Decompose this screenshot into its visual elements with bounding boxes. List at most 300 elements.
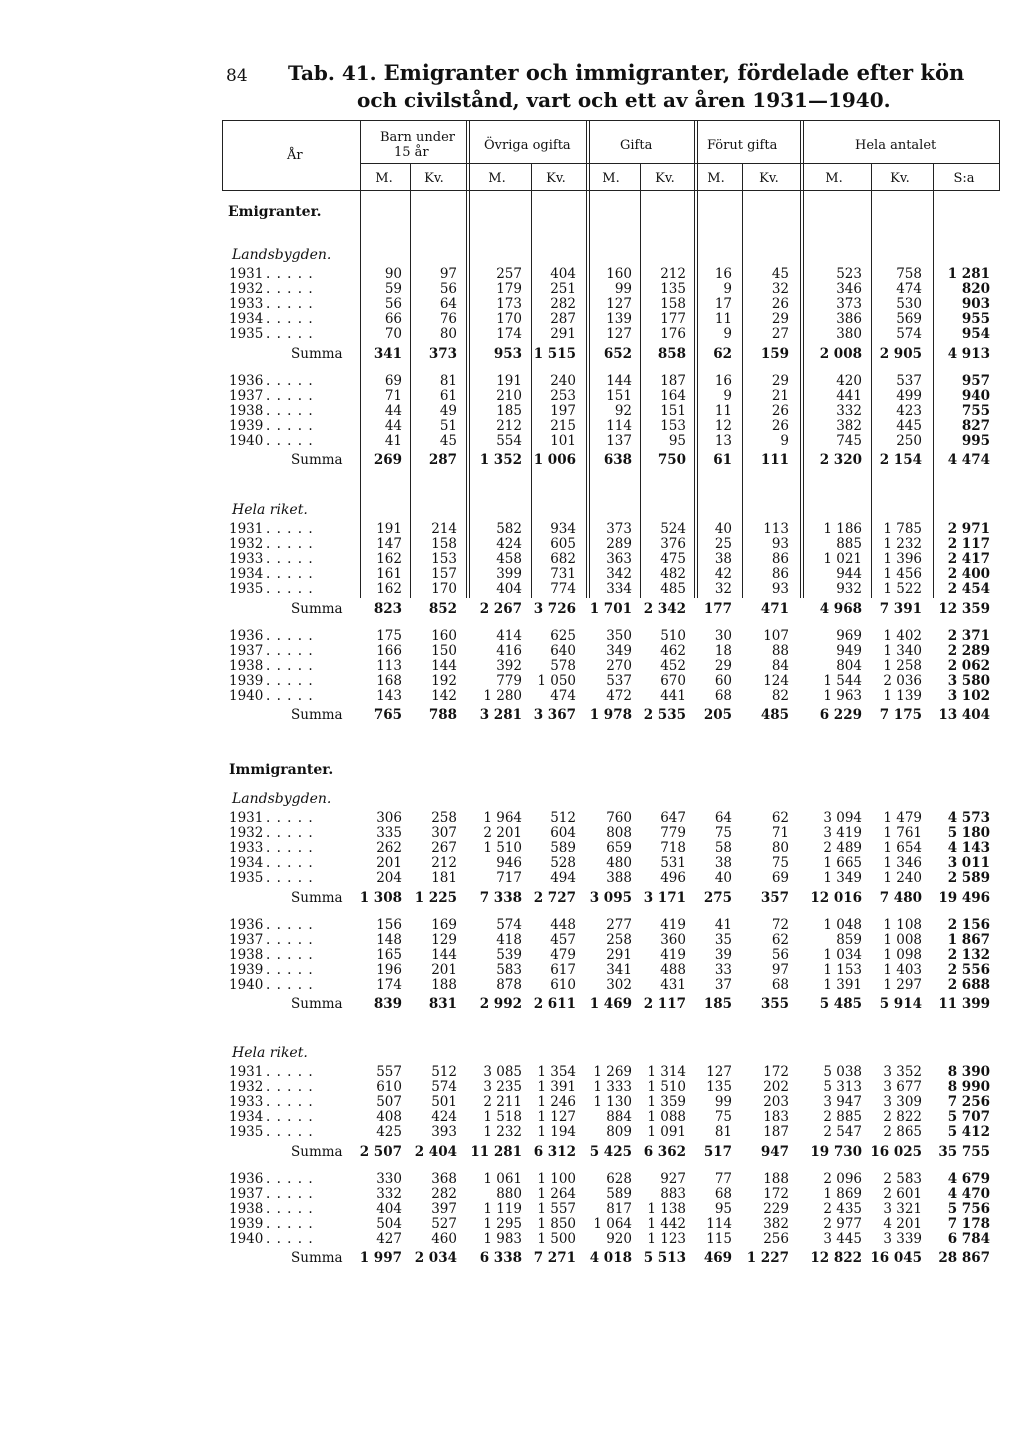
summa-label: Summa <box>291 345 343 362</box>
table-cell: 1 269 <box>593 1064 632 1080</box>
subsection-title: Hela riket. <box>232 502 308 518</box>
table-cell: 523 <box>836 266 862 282</box>
table-cell: 81 <box>714 1123 732 1140</box>
summa-cell: 4 968 <box>819 600 862 617</box>
table-cell: 160 <box>431 627 457 644</box>
table-cell: 99 <box>714 1093 732 1110</box>
table-cell: 779 <box>660 824 686 841</box>
summa-cell: 2 342 <box>643 600 686 617</box>
table-cell: 3 235 <box>483 1078 522 1095</box>
table-cell: 480 <box>606 854 632 871</box>
table-cell: 349 <box>606 642 632 659</box>
table-cell: 2 822 <box>883 1108 922 1125</box>
table-cell: 3 321 <box>883 1200 922 1217</box>
table-cell: 1 127 <box>537 1108 576 1125</box>
table-cell: 302 <box>606 976 632 993</box>
summa-cell: 5 425 <box>589 1143 632 1160</box>
table-cell: 77 <box>714 1170 732 1187</box>
table-cell: 160 <box>606 266 632 282</box>
table-cell: 16 <box>714 372 732 389</box>
table-cell: 170 <box>496 310 522 327</box>
table-cell: 9 <box>723 280 732 297</box>
table-cell: 350 <box>606 627 632 644</box>
table-cell: 282 <box>550 295 576 312</box>
table-cell: 174 <box>496 325 522 342</box>
table-cell: 5 412 <box>947 1123 990 1140</box>
row-dots: . . . . . <box>266 387 314 404</box>
table-cell: 528 <box>550 854 576 871</box>
title-line-2: och civilstånd, vart och ett av åren 1931—1940. <box>357 88 891 112</box>
header-sub-10: S:a <box>953 171 975 186</box>
table-cell: 162 <box>376 580 402 597</box>
table-cell: 59 <box>384 280 402 297</box>
summa-cell: 111 <box>760 452 789 469</box>
summa-cell: 62 <box>713 345 732 362</box>
table-cell: 306 <box>376 810 402 826</box>
header-ovriga-ogifta: Övriga ogifta <box>484 138 571 153</box>
table-cell: 113 <box>763 521 789 537</box>
table-cell: 9 <box>723 325 732 342</box>
summa-cell: 341 <box>373 345 402 362</box>
summa-cell: 1 227 <box>746 1250 789 1267</box>
table-cell: 330 <box>376 1170 402 1187</box>
table-cell: 135 <box>706 1078 732 1095</box>
table-cell: 9 <box>780 432 789 449</box>
table-cell: 4 470 <box>947 1185 990 1202</box>
table-cell: 462 <box>660 642 686 659</box>
table-cell: 253 <box>550 387 576 404</box>
summa-cell: 1 006 <box>533 452 576 469</box>
row-dots: . . . . . <box>266 627 314 644</box>
row-year: 1933 <box>229 295 264 312</box>
table-cell: 418 <box>496 931 522 948</box>
table-cell: 3 011 <box>947 854 990 871</box>
table-cell: 779 <box>496 672 522 689</box>
table-cell: 485 <box>660 580 686 597</box>
table-cell: 1 510 <box>647 1078 686 1095</box>
table-cell: 448 <box>550 916 576 933</box>
table-cell: 2 417 <box>947 550 990 567</box>
table-cell: 35 <box>714 931 732 948</box>
row-dots: . . . . . <box>266 580 314 597</box>
row-year: 1936 <box>229 916 264 933</box>
table-cell: 4 679 <box>947 1170 990 1187</box>
table-cell: 376 <box>660 535 686 552</box>
table-cell: 341 <box>606 961 632 978</box>
table-cell: 258 <box>431 810 457 826</box>
table-cell: 17 <box>714 295 732 312</box>
table-cell: 61 <box>439 387 457 404</box>
table-cell: 3 947 <box>823 1093 862 1110</box>
row-year: 1939 <box>229 672 264 689</box>
row-year: 1931 <box>229 1064 264 1080</box>
table-cell: 537 <box>896 372 922 389</box>
table-cell: 955 <box>961 310 990 327</box>
table-cell: 212 <box>496 417 522 434</box>
table-cell: 45 <box>771 266 789 282</box>
table-cell: 86 <box>771 550 789 567</box>
summa-label: Summa <box>291 889 343 906</box>
table-cell: 176 <box>660 325 686 342</box>
table-cell: 574 <box>896 325 922 342</box>
table-cell: 212 <box>660 266 686 282</box>
table-cell: 44 <box>384 417 402 434</box>
table-cell: 475 <box>660 550 686 567</box>
row-dots: . . . . . <box>266 1064 314 1080</box>
table-cell: 610 <box>550 976 576 993</box>
table-cell: 1 665 <box>823 854 862 871</box>
table-cell: 760 <box>606 810 632 826</box>
row-year: 1939 <box>229 1215 264 1232</box>
table-cell: 192 <box>431 672 457 689</box>
table-cell: 1 153 <box>823 961 862 978</box>
summa-cell: 6 229 <box>819 707 862 724</box>
summa-cell: 28 867 <box>938 1250 990 1267</box>
table-cell: 382 <box>836 417 862 434</box>
row-year: 1934 <box>229 854 264 871</box>
table-cell: 1 314 <box>647 1064 686 1080</box>
table-cell: 32 <box>714 580 732 597</box>
section-title: Immigranter. <box>229 762 334 778</box>
page-number: 84 <box>226 66 248 86</box>
row-dots: . . . . . <box>266 402 314 419</box>
table-cell: 4 573 <box>947 810 990 826</box>
table-cell: 774 <box>550 580 576 597</box>
table-cell: 99 <box>614 280 632 297</box>
summa-label: Summa <box>291 600 343 617</box>
row-dots: . . . . . <box>266 1215 314 1232</box>
table-cell: 1 139 <box>883 687 922 704</box>
table-cell: 153 <box>660 417 686 434</box>
table-cell: 172 <box>763 1064 789 1080</box>
summa-cell: 7 338 <box>479 889 522 906</box>
table-cell: 2 865 <box>883 1123 922 1140</box>
summa-cell: 16 045 <box>870 1250 922 1267</box>
table-cell: 156 <box>376 916 402 933</box>
table-cell: 56 <box>771 946 789 963</box>
summa-label: Summa <box>291 707 343 724</box>
summa-cell: 185 <box>703 996 732 1013</box>
table-cell: 129 <box>431 931 457 948</box>
table-cell: 804 <box>836 657 862 674</box>
table-cell: 424 <box>496 535 522 552</box>
table-cell: 1 963 <box>823 687 862 704</box>
summa-cell: 652 <box>603 345 632 362</box>
table-cell: 38 <box>714 550 732 567</box>
table-cell: 2 556 <box>947 961 990 978</box>
summa-cell: 5 513 <box>643 1250 686 1267</box>
table-cell: 114 <box>606 417 632 434</box>
table-cell: 5 707 <box>947 1108 990 1125</box>
row-year: 1932 <box>229 535 264 552</box>
header-right-rule <box>999 120 1000 191</box>
table-cell: 1 088 <box>647 1108 686 1125</box>
summa-cell: 287 <box>428 452 457 469</box>
table-cell: 496 <box>660 869 686 886</box>
row-dots: . . . . . <box>266 642 314 659</box>
table-cell: 147 <box>376 535 402 552</box>
table-cell: 2 489 <box>823 839 862 856</box>
table-cell: 404 <box>376 1200 402 1217</box>
table-cell: 718 <box>660 839 686 856</box>
table-cell: 574 <box>431 1078 457 1095</box>
table-cell: 903 <box>961 295 990 312</box>
table-cell: 827 <box>961 417 990 434</box>
table-cell: 142 <box>431 687 457 704</box>
table-cell: 173 <box>496 295 522 312</box>
summa-cell: 839 <box>373 996 402 1013</box>
table-cell: 107 <box>763 627 789 644</box>
table-cell: 557 <box>376 1064 402 1080</box>
table-cell: 1 442 <box>647 1215 686 1232</box>
summa-cell: 2 320 <box>819 452 862 469</box>
table-cell: 153 <box>431 550 457 567</box>
table-cell: 188 <box>431 976 457 993</box>
table-cell: 277 <box>606 916 632 933</box>
table-cell: 71 <box>771 824 789 841</box>
table-cell: 16 <box>714 266 732 282</box>
table-cell: 2 601 <box>883 1185 922 1202</box>
table-cell: 460 <box>431 1230 457 1247</box>
table-cell: 62 <box>771 931 789 948</box>
header-sub-7: Kv. <box>759 171 779 186</box>
table-cell: 262 <box>376 839 402 856</box>
table-cell: 1 281 <box>947 266 990 282</box>
summa-cell: 19 496 <box>938 889 990 906</box>
table-cell: 287 <box>550 310 576 327</box>
summa-cell: 1 701 <box>589 600 632 617</box>
table-cell: 9 <box>723 387 732 404</box>
table-cell: 554 <box>496 432 522 449</box>
table-cell: 884 <box>606 1108 632 1125</box>
table-cell: 291 <box>550 325 576 342</box>
row-year: 1937 <box>229 387 264 404</box>
table-cell: 289 <box>606 535 632 552</box>
table-cell: 92 <box>614 402 632 419</box>
table-cell: 7 178 <box>947 1215 990 1232</box>
table-cell: 574 <box>496 916 522 933</box>
table-cell: 158 <box>660 295 686 312</box>
table-cell: 157 <box>431 565 457 582</box>
table-cell: 420 <box>836 372 862 389</box>
table-cell: 949 <box>836 642 862 659</box>
header-bottom-rule <box>222 190 1000 191</box>
table-cell: 214 <box>431 521 457 537</box>
table-cell: 58 <box>714 839 732 856</box>
table-cell: 427 <box>376 1230 402 1247</box>
table-cell: 49 <box>439 402 457 419</box>
summa-cell: 2 507 <box>359 1143 402 1160</box>
table-cell: 332 <box>376 1185 402 1202</box>
row-dots: . . . . . <box>266 687 314 704</box>
table-cell: 2 583 <box>883 1170 922 1187</box>
table-cell: 488 <box>660 961 686 978</box>
row-year: 1938 <box>229 946 264 963</box>
summa-cell: 275 <box>703 889 732 906</box>
summa-cell: 11 281 <box>470 1143 522 1160</box>
table-cell: 3 419 <box>823 824 862 841</box>
table-cell: 177 <box>660 310 686 327</box>
summa-cell: 19 730 <box>810 1143 862 1160</box>
table-cell: 927 <box>660 1170 686 1187</box>
table-cell: 162 <box>376 550 402 567</box>
table-cell: 201 <box>431 961 457 978</box>
summa-cell: 269 <box>373 452 402 469</box>
summa-cell: 638 <box>603 452 632 469</box>
table-cell: 291 <box>606 946 632 963</box>
table-cell: 3 339 <box>883 1230 922 1247</box>
table-cell: 885 <box>836 535 862 552</box>
row-year: 1940 <box>229 432 264 449</box>
summa-cell: 4 913 <box>947 345 990 362</box>
table-cell: 71 <box>384 387 402 404</box>
table-cell: 2 454 <box>947 580 990 597</box>
table-cell: 101 <box>550 432 576 449</box>
table-cell: 1 654 <box>883 839 922 856</box>
table-cell: 1 119 <box>483 1200 522 1217</box>
table-cell: 307 <box>431 824 457 841</box>
table-cell: 1 186 <box>823 521 862 537</box>
table-cell: 2 371 <box>947 627 990 644</box>
summa-cell: 7 175 <box>879 707 922 724</box>
summa-cell: 205 <box>703 707 732 724</box>
summa-cell: 6 338 <box>479 1250 522 1267</box>
table-cell: 441 <box>836 387 862 404</box>
table-cell: 1 354 <box>537 1064 576 1080</box>
table-cell: 808 <box>606 824 632 841</box>
summa-cell: 750 <box>657 452 686 469</box>
summa-cell: 7 480 <box>879 889 922 906</box>
table-cell: 229 <box>763 1200 789 1217</box>
table-cell: 2 289 <box>947 642 990 659</box>
table-cell: 32 <box>771 280 789 297</box>
table-cell: 210 <box>496 387 522 404</box>
table-cell: 68 <box>714 687 732 704</box>
table-cell: 80 <box>439 325 457 342</box>
row-year: 1932 <box>229 1078 264 1095</box>
row-year: 1938 <box>229 1200 264 1217</box>
table-cell: 392 <box>496 657 522 674</box>
table-cell: 1 867 <box>947 931 990 948</box>
table-cell: 3 445 <box>823 1230 862 1247</box>
table-cell: 809 <box>606 1123 632 1140</box>
table-cell: 944 <box>836 565 862 582</box>
table-cell: 1 280 <box>483 687 522 704</box>
header-sub-0: M. <box>375 171 393 186</box>
row-dots: . . . . . <box>266 869 314 886</box>
table-cell: 717 <box>496 869 522 886</box>
table-cell: 386 <box>836 310 862 327</box>
summa-cell: 765 <box>373 707 402 724</box>
table-cell: 93 <box>771 535 789 552</box>
table-cell: 76 <box>439 310 457 327</box>
row-year: 1940 <box>229 976 264 993</box>
table-cell: 196 <box>376 961 402 978</box>
table-cell: 2 971 <box>947 521 990 537</box>
table-cell: 215 <box>550 417 576 434</box>
summa-cell: 1 225 <box>414 889 457 906</box>
row-year: 1931 <box>229 521 264 537</box>
table-cell: 164 <box>660 387 686 404</box>
table-cell: 88 <box>771 642 789 659</box>
table-cell: 8 990 <box>947 1078 990 1095</box>
table-cell: 2 547 <box>823 1123 862 1140</box>
row-dots: . . . . . <box>266 535 314 552</box>
summa-cell: 469 <box>703 1250 732 1267</box>
table-cell: 360 <box>660 931 686 948</box>
table-cell: 1 522 <box>883 580 922 597</box>
table-cell: 452 <box>660 657 686 674</box>
table-cell: 342 <box>606 565 632 582</box>
table-cell: 5 756 <box>947 1200 990 1217</box>
header-year: År <box>287 148 303 163</box>
table-cell: 531 <box>660 854 686 871</box>
summa-cell: 4 018 <box>589 1250 632 1267</box>
row-year: 1937 <box>229 931 264 948</box>
table-cell: 151 <box>660 402 686 419</box>
table-cell: 934 <box>550 521 576 537</box>
row-year: 1933 <box>229 1093 264 1110</box>
table-cell: 1 391 <box>823 976 862 993</box>
header-left-rule <box>222 120 223 191</box>
table-cell: 682 <box>550 550 576 567</box>
table-cell: 817 <box>606 1200 632 1217</box>
table-cell: 29 <box>714 657 732 674</box>
table-cell: 90 <box>384 266 402 282</box>
table-cell: 745 <box>836 432 862 449</box>
table-cell: 758 <box>896 266 922 282</box>
header-sub-1: Kv. <box>424 171 444 186</box>
table-cell: 883 <box>660 1185 686 1202</box>
table-cell: 56 <box>384 295 402 312</box>
table-cell: 1 983 <box>483 1230 522 1247</box>
table-cell: 2 096 <box>823 1170 862 1187</box>
table-cell: 640 <box>550 642 576 659</box>
row-dots: . . . . . <box>266 280 314 297</box>
table-cell: 954 <box>961 325 990 342</box>
table-cell: 1 402 <box>883 627 922 644</box>
row-year: 1939 <box>229 961 264 978</box>
table-cell: 569 <box>896 310 922 327</box>
row-year: 1936 <box>229 627 264 644</box>
table-cell: 524 <box>660 521 686 537</box>
row-dots: . . . . . <box>266 839 314 856</box>
table-cell: 1 064 <box>593 1215 632 1232</box>
table-cell: 1 108 <box>883 916 922 933</box>
header-barn-line1: Barn under <box>380 130 455 145</box>
table-cell: 3 580 <box>947 672 990 689</box>
table-cell: 3 677 <box>883 1078 922 1095</box>
row-dots: . . . . . <box>266 417 314 434</box>
table-cell: 1 050 <box>537 672 576 689</box>
row-year: 1931 <box>229 810 264 826</box>
table-cell: 70 <box>384 325 402 342</box>
row-dots: . . . . . <box>266 372 314 389</box>
table-cell: 25 <box>714 535 732 552</box>
row-year: 1934 <box>229 565 264 582</box>
table-cell: 179 <box>496 280 522 297</box>
table-cell: 1 349 <box>823 869 862 886</box>
header-mid-rule <box>360 163 1000 164</box>
table-cell: 203 <box>763 1093 789 1110</box>
table-cell: 1 098 <box>883 946 922 963</box>
table-cell: 41 <box>384 432 402 449</box>
table-cell: 589 <box>550 839 576 856</box>
table-cell: 472 <box>606 687 632 704</box>
table-cell: 628 <box>606 1170 632 1187</box>
table-cell: 530 <box>896 295 922 312</box>
table-cell: 75 <box>771 854 789 871</box>
